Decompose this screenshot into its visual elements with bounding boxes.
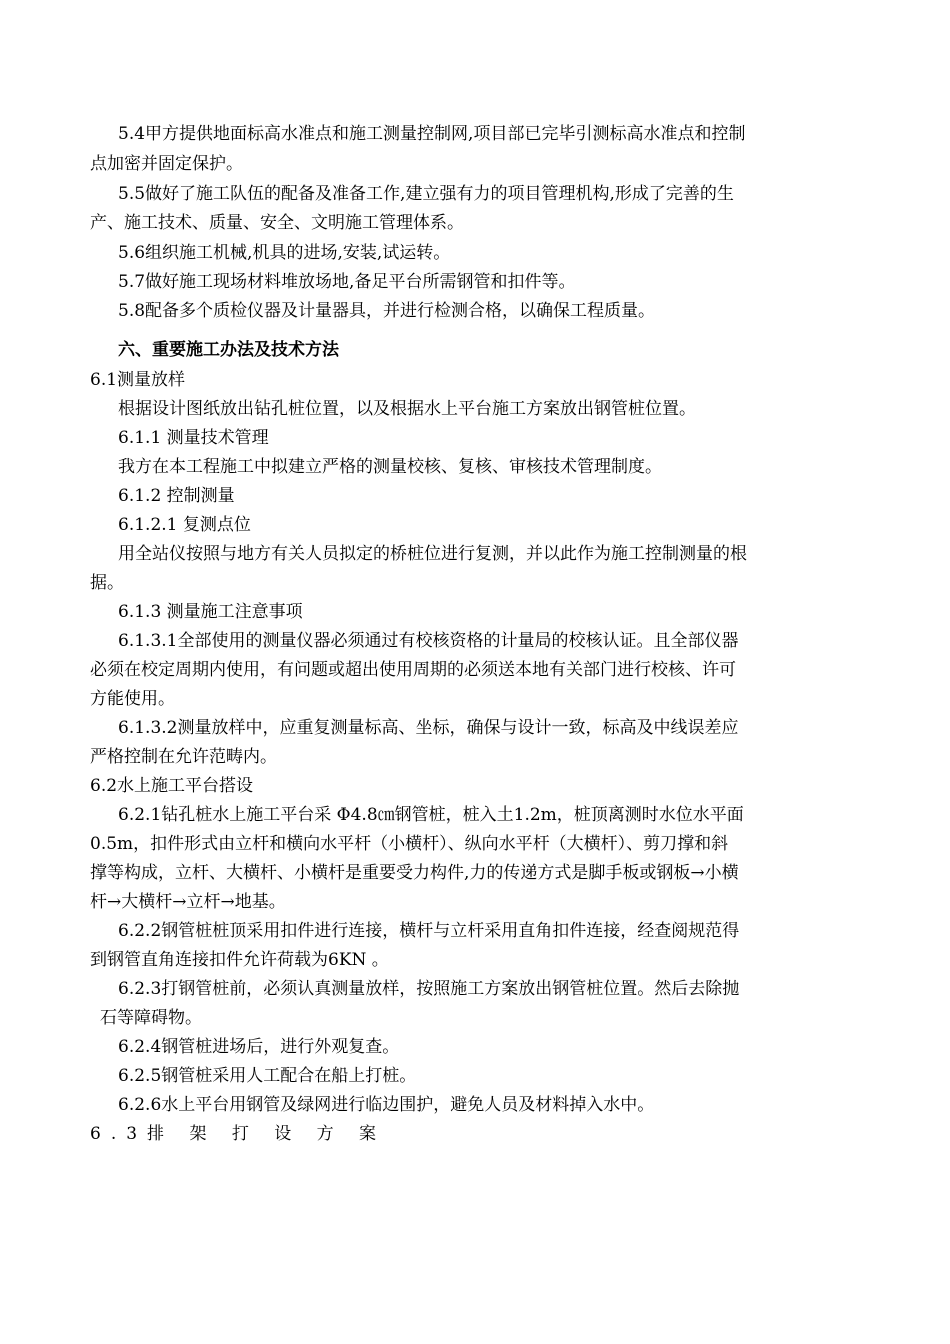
paragraph-line: 5.6组织施工机械,机具的进场,安装,试运转。 <box>118 243 451 263</box>
paragraph-line: 6.2.2钢管桩桩顶采用扣件进行连接，横杆与立杆采用直角扣件连接，经查阅规范得 <box>118 921 740 941</box>
subsection-heading: 6.1.1 测量技术管理 <box>118 428 269 448</box>
subsection-heading: 6.1.3 测量施工注意事项 <box>118 602 303 622</box>
paragraph-line: 6.1.3.2测量放样中，应重复测量标高、坐标，确保与设计一致，标高及中线误差应 <box>118 718 739 738</box>
section-heading: 六、重要施工办法及技术方法 <box>118 340 339 360</box>
paragraph-line: 必须在校定周期内使用，有问题或超出使用周期的必须送本地有关部门进行校核、许可 <box>90 660 736 680</box>
paragraph-line: 杆→大横杆→立杆→地基。 <box>90 892 286 912</box>
paragraph-line: 5.7做好施工现场材料堆放场地,备足平台所需钢管和扣件等。 <box>118 272 576 292</box>
paragraph-line: 6.2.6水上平台用钢管及绿网进行临边围护，避免人员及材料掉入水中。 <box>118 1095 655 1115</box>
paragraph-line: 点加密并固定保护。 <box>90 154 243 174</box>
paragraph-line: 撑等构成，立杆、大横杆、小横杆是重要受力构件,力的传递方式是脚手板或钢板→小横 <box>90 863 739 883</box>
subsection-heading: 6.1.2.1 复测点位 <box>118 515 251 535</box>
subsection-heading: 6.2水上施工平台搭设 <box>90 776 254 796</box>
paragraph-line: 到钢管直角连接扣件允许荷载为6KN 。 <box>90 950 389 970</box>
paragraph-line: 用全站仪按照与地方有关人员拟定的桥桩位进行复测，并以此作为施工控制测量的根 <box>118 544 747 564</box>
paragraph-line: 5.8配备多个质检仪器及计量器具，并进行检测合格，以确保工程质量。 <box>118 301 656 321</box>
paragraph-line: 6.2.1钻孔桩水上施工平台采 Φ4.8㎝钢管桩，桩入土1.2m，桩顶离测时水位水平面 <box>118 805 744 825</box>
paragraph-line: 6.2.3打钢管桩前，必须认真测量放样，按照施工方案放出钢管桩位置。然后去除抛 <box>118 979 740 999</box>
paragraph-line: 我方在本工程施工中拟建立严格的测量校核、复核、审核技术管理制度。 <box>118 457 662 477</box>
paragraph-line: 根据设计图纸放出钻孔桩位置，以及根据水上平台施工方案放出钢管桩位置。 <box>118 399 696 419</box>
paragraph-line: 6.2.4钢管桩进场后，进行外观复查。 <box>118 1037 400 1057</box>
paragraph-line: 6.1.3.1全部使用的测量仪器必须通过有校核资格的计量局的校核认证。且全部仪器 <box>118 631 739 651</box>
paragraph-line: 方能使用。 <box>90 689 175 709</box>
paragraph-line: 产、施工技术、质量、安全、文明施工管理体系。 <box>90 213 464 233</box>
paragraph-line: 5.5做好了施工队伍的配备及准备工作,建立强有力的项目管理机构,形成了完善的生 <box>118 184 734 204</box>
paragraph-line: 0.5m，扣件形式由立杆和横向水平杆（小横杆）、纵向水平杆（大横杆）、剪刀撑和斜 <box>90 834 729 854</box>
paragraph-line: 据。 <box>90 573 124 593</box>
subsection-heading: 6.1.2 控制测量 <box>118 486 235 506</box>
paragraph-line: 石等障碍物。 <box>100 1008 202 1028</box>
paragraph-line: 6.2.5钢管桩采用人工配合在船上打桩。 <box>118 1066 417 1086</box>
paragraph-line: 严格控制在允许范畴内。 <box>90 747 277 767</box>
subsection-heading: 6.3排 架 打 设 方 案 <box>90 1124 387 1144</box>
subsection-heading: 6.1测量放样 <box>90 370 186 390</box>
paragraph-line: 5.4甲方提供地面标高水准点和施工测量控制网,项目部已完毕引测标高水准点和控制 <box>118 124 746 144</box>
